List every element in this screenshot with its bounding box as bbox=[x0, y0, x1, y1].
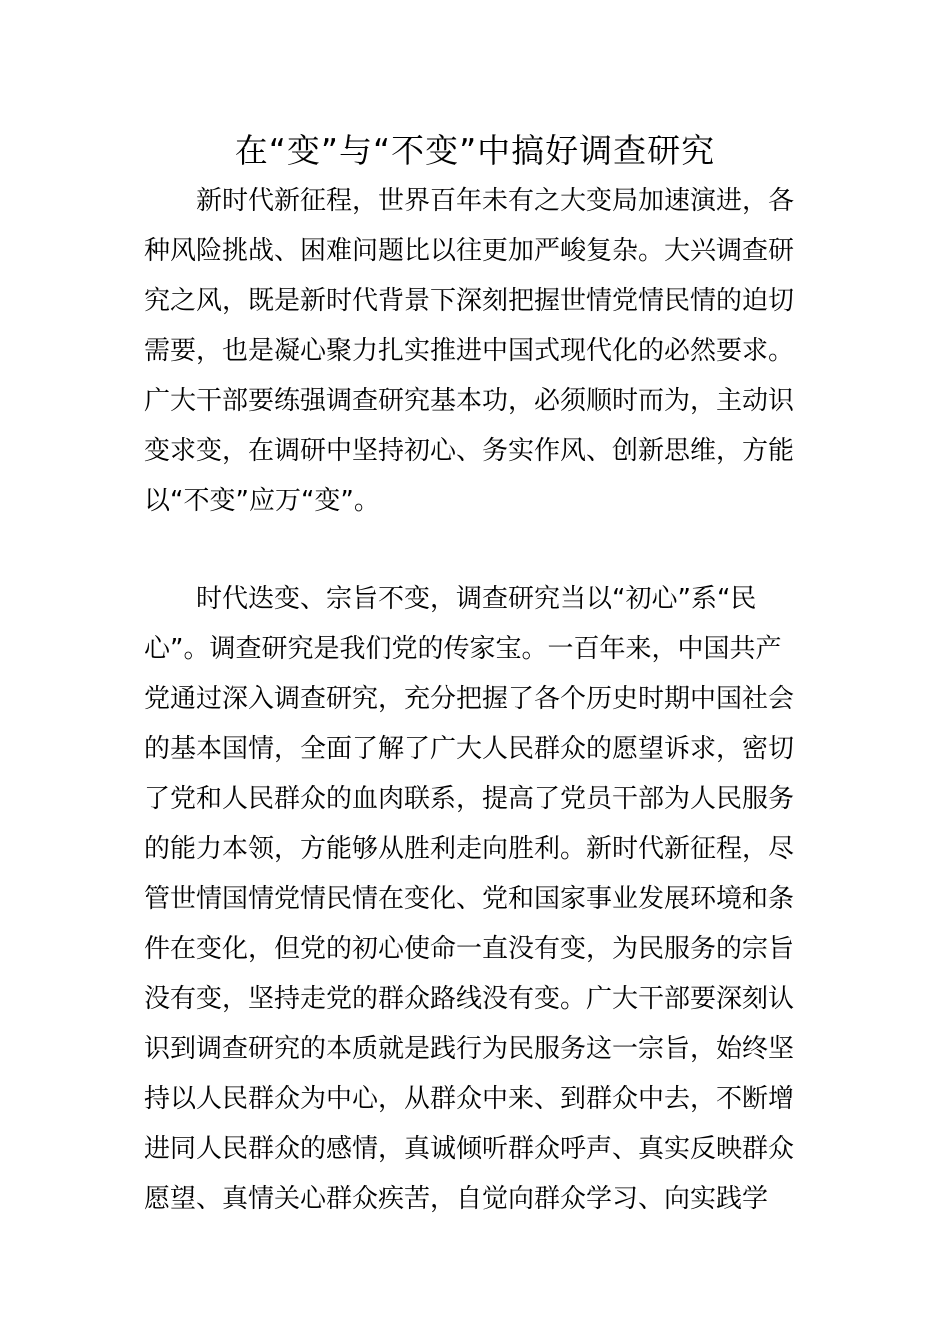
document-title: 在“变”与“不变”中搞好调查研究 bbox=[234, 131, 716, 170]
paragraph-line: 愿望、真情关心群众疾苦，自觉向群众学习、向实践学 bbox=[144, 1184, 769, 1214]
paragraph-line: 种风险挑战、困难问题比以往更加严峻复杂。大兴调查研 bbox=[144, 236, 795, 266]
paragraph-line: 的能力本领，方能够从胜利走向胜利。新时代新征程，尽 bbox=[144, 834, 795, 864]
paragraph-line: 进同人民群众的感情，真诚倾听群众呼声、真实反映群众 bbox=[144, 1134, 795, 1164]
paragraph-line: 以“不变”应万“变”。 bbox=[144, 486, 380, 516]
paragraph-line: 党通过深入调查研究，充分把握了各个历史时期中国社会 bbox=[144, 684, 795, 714]
paragraph-line: 时代迭变、宗旨不变，调查研究当以“初心”系“民 bbox=[196, 584, 757, 614]
paragraph-line: 新时代新征程，世界百年未有之大变局加速演进，各 bbox=[196, 186, 795, 216]
paragraph-line: 没有变，坚持走党的群众路线没有变。广大干部要深刻认 bbox=[144, 984, 795, 1014]
paragraph-line: 需要，也是凝心聚力扎实推进中国式现代化的必然要求。 bbox=[144, 336, 795, 366]
paragraph-1 bbox=[144, 176, 808, 526]
paragraph-line: 件在变化，但党的初心使命一直没有变，为民服务的宗旨 bbox=[144, 934, 795, 964]
paragraph-line: 究之风，既是新时代背景下深刻把握世情党情民情的迫切 bbox=[144, 286, 795, 316]
paragraph-2 bbox=[144, 574, 808, 1224]
paragraph-line: 变求变，在调研中坚持初心、务实作风、创新思维，方能 bbox=[144, 436, 795, 466]
paragraph-line: 管世情国情党情民情在变化、党和国家事业发展环境和条 bbox=[144, 884, 795, 914]
paragraph-line: 识到调查研究的本质就是践行为民服务这一宗旨，始终坚 bbox=[144, 1034, 795, 1064]
paragraph-line: 心”。调查研究是我们党的传家宝。一百年来，中国共产 bbox=[144, 634, 782, 664]
paragraph-line: 持以人民群众为中心，从群众中来、到群众中去，不断增 bbox=[144, 1084, 795, 1114]
paragraph-line: 了党和人民群众的血肉联系，提高了党员干部为人民服务 bbox=[144, 784, 795, 814]
paragraph-line: 的基本国情，全面了解了广大人民群众的愿望诉求，密切 bbox=[144, 734, 795, 764]
paragraph-line: 广大干部要练强调查研究基本功，必须顺时而为，主动识 bbox=[144, 386, 795, 416]
